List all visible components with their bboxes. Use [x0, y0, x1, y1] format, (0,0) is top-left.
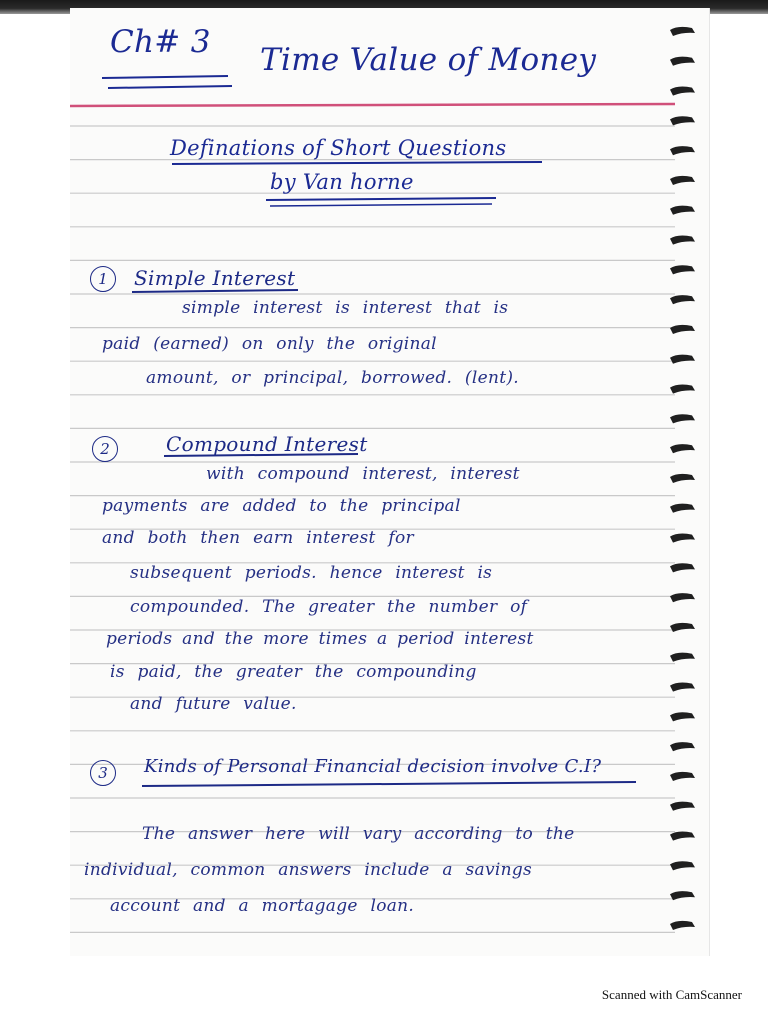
section-2-line-1: with compound interest, interest: [206, 464, 520, 484]
spiral-ring: [670, 682, 695, 691]
spiral-ring: [670, 623, 695, 632]
spiral-ring: [670, 206, 695, 215]
spiral-ring: [670, 355, 695, 364]
spiral-ring: [670, 802, 695, 811]
section-2-line-4: subsequent periods. hence interest is: [130, 563, 493, 583]
spiral-ring: [670, 414, 695, 423]
subtitle-underline: [170, 148, 550, 228]
spiral-ring: [670, 86, 695, 95]
spiral-ring: [670, 533, 695, 542]
section-1-number: 1: [90, 266, 116, 292]
spiral-ring: [670, 325, 695, 334]
spiral-ring: [670, 861, 695, 870]
spiral-ring: [670, 116, 695, 125]
section-1-line-1: simple interest is interest that is: [182, 298, 509, 318]
spiral-ring: [670, 176, 695, 185]
spiral-ring: [670, 295, 695, 304]
spiral-ring: [670, 891, 695, 900]
spiral-ring: [670, 27, 695, 36]
title-topic: Time Value of Money: [260, 42, 597, 78]
spiral-ring: [670, 146, 695, 155]
section-2-heading: Compound Interest: [166, 432, 368, 456]
title-chapter: Ch# 3: [110, 24, 211, 60]
spiral-ring: [670, 831, 695, 840]
section-3-line-1: The answer here will vary according to the: [142, 824, 575, 844]
spiral-ring: [670, 712, 695, 721]
spiral-ring: [670, 772, 695, 781]
spiral-ring: [670, 384, 695, 393]
spiral-ring: [670, 504, 695, 513]
spiral-ring: [670, 742, 695, 751]
section-2-underline: [162, 448, 372, 464]
section-2-line-8: and future value.: [130, 694, 297, 714]
subtitle-line-2: by Van horne: [270, 170, 414, 194]
section-2-number: 2: [92, 436, 118, 462]
spiral-ring: [670, 265, 695, 274]
spiral-ring: [670, 653, 695, 662]
spiral-ring: [670, 921, 695, 930]
section-1-line-2: paid (earned) on only the original: [102, 334, 437, 354]
spiral-ring: [670, 593, 695, 602]
section-1-heading: Simple Interest: [134, 266, 296, 290]
spiral-ring: [670, 563, 695, 572]
spiral-ring: [670, 444, 695, 453]
spiral-ring: [670, 235, 695, 244]
section-3-line-2: individual, common answers include a savings: [84, 860, 533, 880]
spiral-ring: [670, 57, 695, 66]
section-2-line-2: payments are added to the principal: [102, 496, 461, 516]
section-3-line-3: account and a mortagage loan.: [110, 896, 415, 916]
section-2-line-3: and both then earn interest for: [102, 528, 414, 548]
camscanner-watermark: Scanned with CamScanner: [601, 987, 742, 1002]
notebook-page: [70, 8, 710, 956]
section-2-line-7: is paid, the greater the compounding: [110, 662, 477, 682]
section-1-line-3: amount, or principal, borrowed. (lent).: [146, 368, 519, 388]
section-2-line-5: compounded. The greater the number of: [130, 597, 528, 617]
section-3-number: 3: [90, 760, 116, 786]
section-3-underline: [140, 778, 650, 794]
subtitle-line-1: Definations of Short Questions: [170, 136, 507, 160]
title-underline: [100, 70, 240, 94]
spiral-ring: [670, 474, 695, 483]
section-2-line-6: periods and the more times a period interest: [106, 629, 534, 649]
section-3-heading: Kinds of Personal Financial decision involve C.I?: [144, 756, 602, 777]
